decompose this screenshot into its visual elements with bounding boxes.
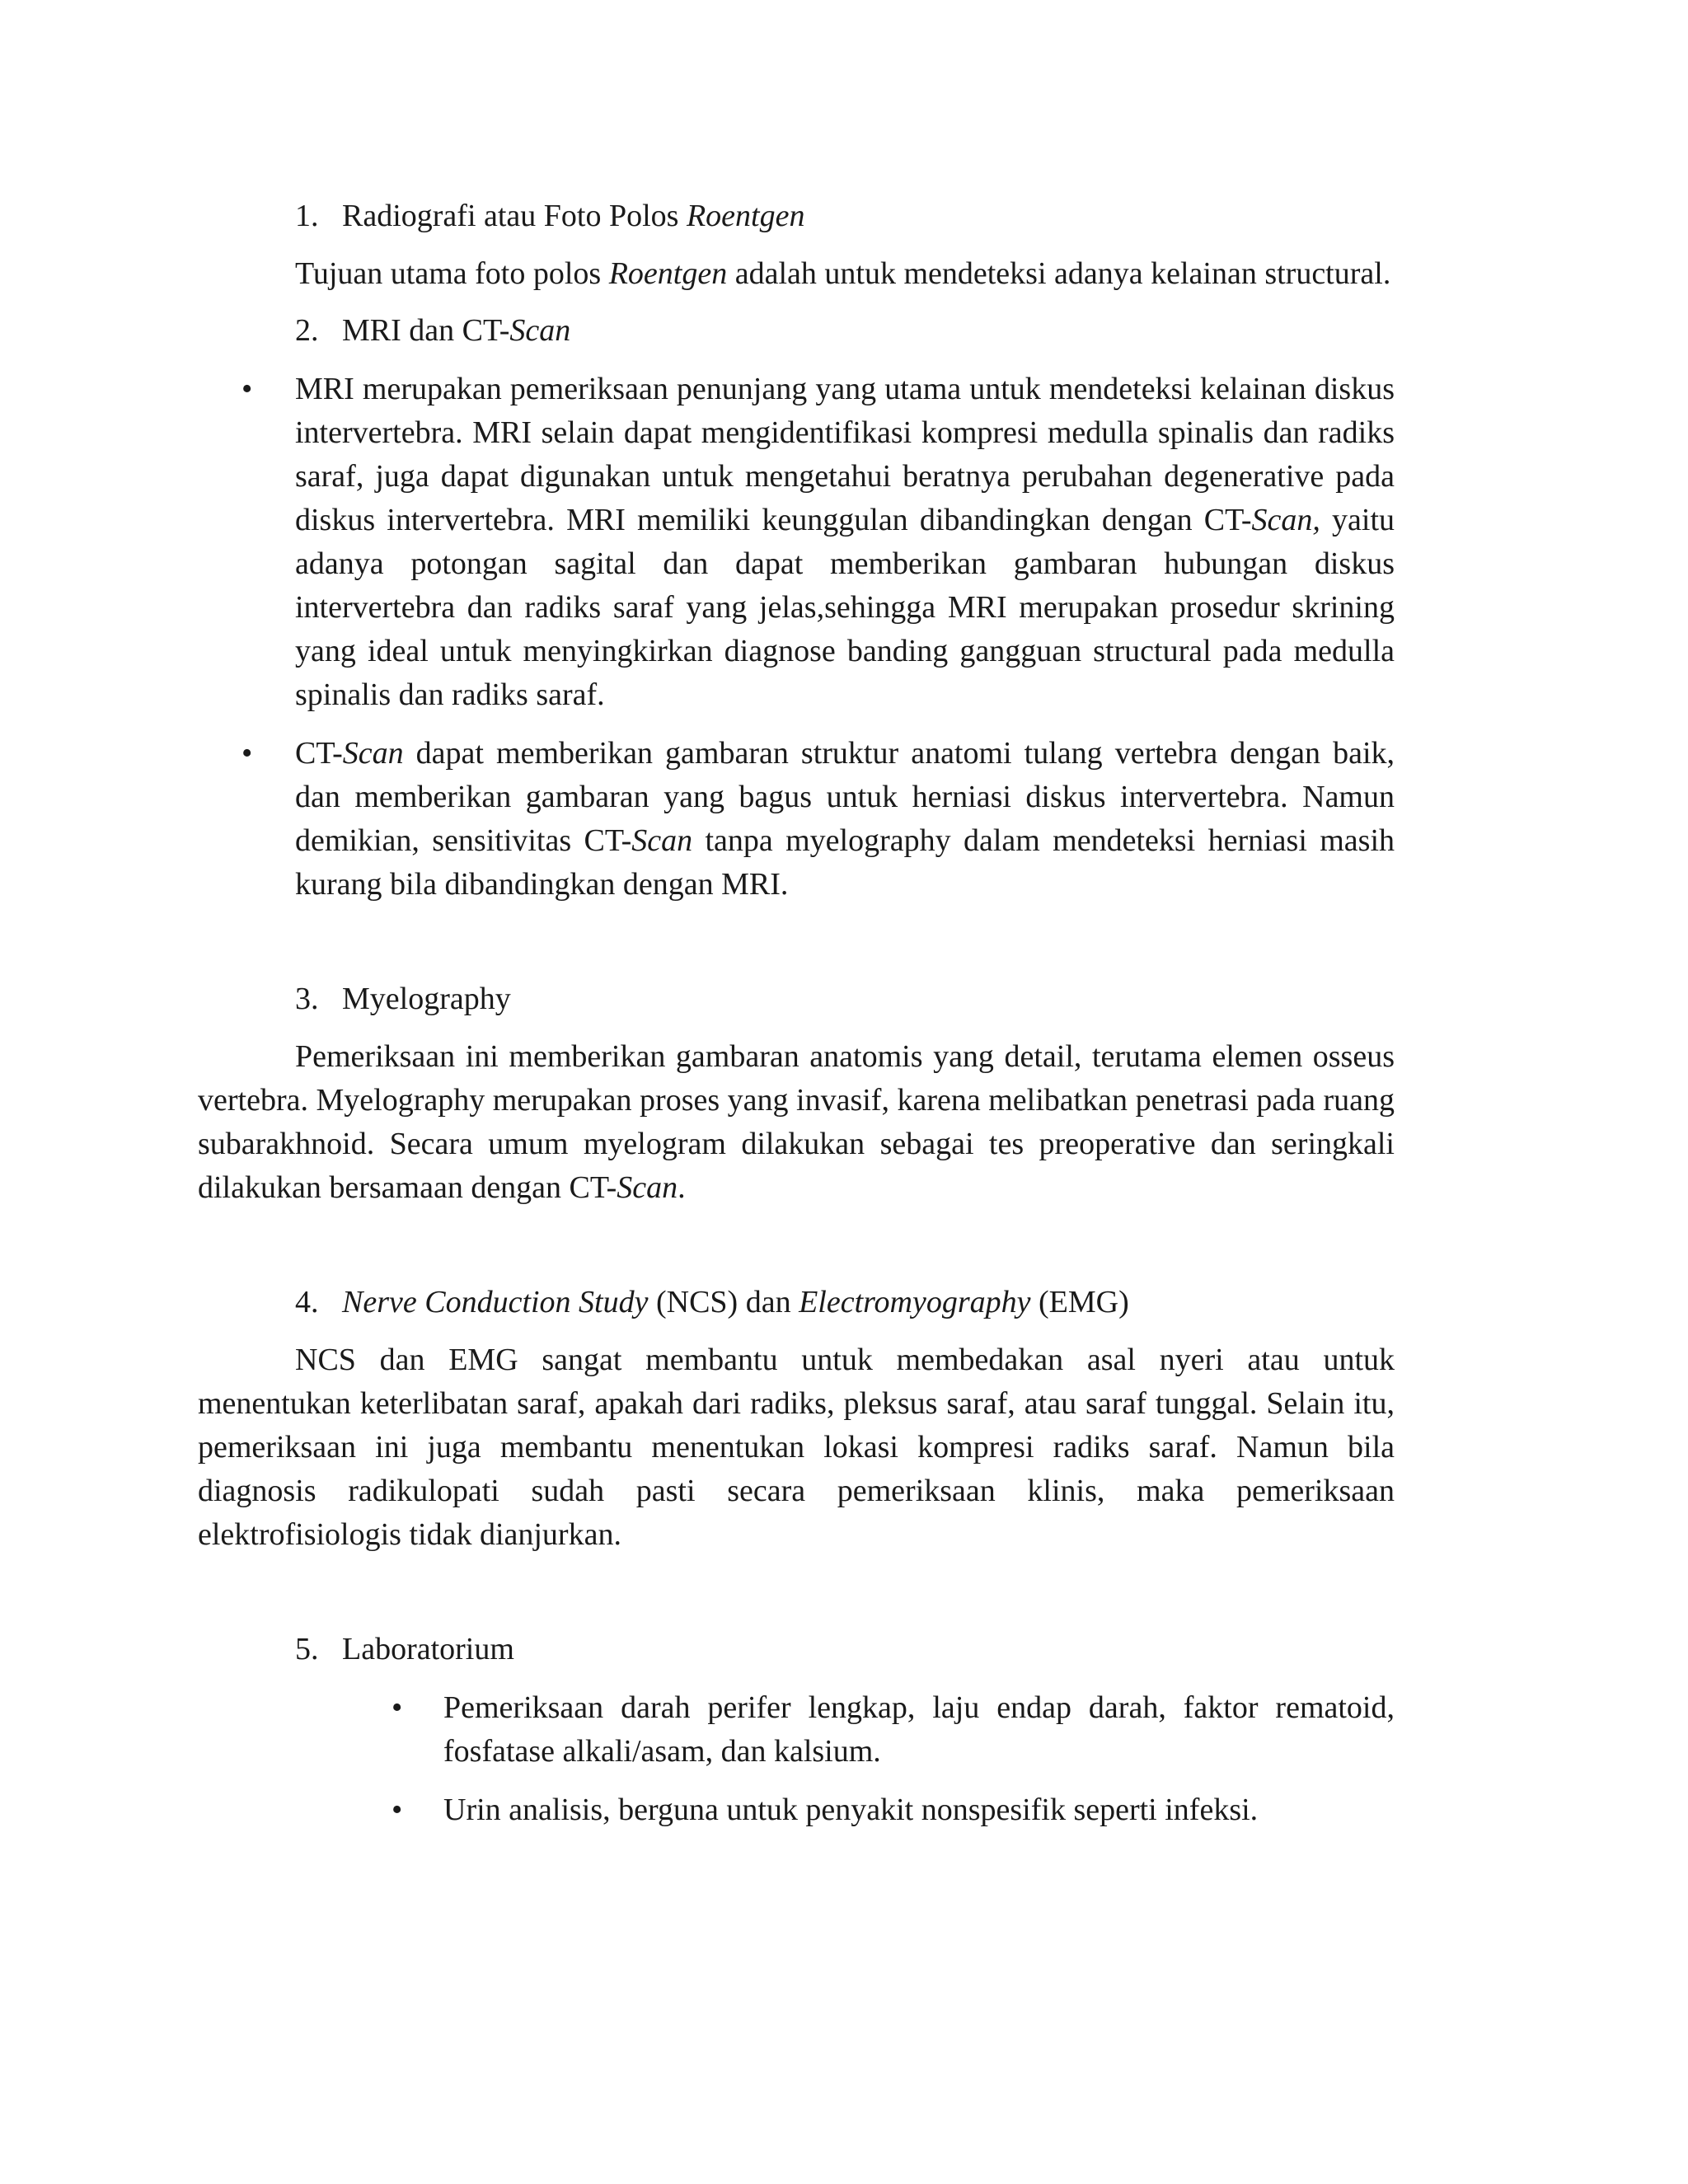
text-run: NCS dan EMG sangat membantu untuk membedakan asal nyeri atau untuk menentukan keterlibatan saraf, apakah dari radiks, pleksus saraf, atau saraf tunggal. Selain itu, pemeriksaan ini juga membantu menentukan lokasi kompresi radiks saraf. Namun bila diagnosis radikulopati sudah pasti secara pemeriksaan klinis, maka pemeriksaan elektrofisiologis tidak dianjurkan. — [198, 1343, 1395, 1552]
text-run: Pemeriksaan ini memberikan gambaran anatomis yang detail, terutama elemen osseus vertebra. Myelography merupakan proses yang invasif, karena melibatkan penetrasi pada ruang subarakhnoid. Secara umum myelogram dilakukan sebagai tes preoperative dan seringkali dilakukan bersamaan dengan CT- — [198, 1039, 1395, 1205]
italic-run: Scan, — [1251, 503, 1320, 537]
bullet-icon: • — [392, 1793, 403, 1827]
heading-text: Myelography — [342, 982, 511, 1016]
section-number: 5. — [295, 1632, 319, 1666]
section-2-heading — [198, 309, 1395, 353]
italic-run: Scan — [617, 1170, 678, 1205]
document-page — [198, 194, 1395, 1832]
heading-italic: Electromyography — [799, 1285, 1031, 1319]
section-number: 4. — [295, 1285, 319, 1319]
section-2-bullet-list — [198, 368, 1395, 907]
list-item — [198, 1788, 1395, 1832]
italic-run: Scan — [631, 823, 693, 858]
heading-text: MRI dan CT- — [342, 313, 510, 348]
section-4-heading — [198, 1281, 1395, 1324]
bullet-icon: • — [392, 1690, 403, 1725]
heading-italic: Scan — [509, 313, 571, 348]
section-3-heading — [198, 977, 1395, 1021]
section-4-paragraph — [198, 1338, 1395, 1557]
section-number: 1. — [295, 199, 319, 233]
section-1-paragraph — [198, 252, 1395, 296]
text-run: . — [678, 1170, 686, 1205]
section-5-heading — [198, 1628, 1395, 1671]
italic-run: Roentgen — [608, 256, 728, 291]
heading-text: (EMG) — [1030, 1285, 1129, 1319]
heading-text: Laboratorium — [342, 1632, 514, 1666]
text-run: yaitu adanya potongan sagital dan dapat memberikan gambaran hubungan diskus intervertebra dan radiks saraf yang jelas,sehingga MRI merupakan prosedur skrining yang ideal untuk menyingkirkan diagnose banding gangguan structural pada medulla spinalis dan radiks saraf. — [295, 503, 1395, 712]
italic-run: Scan — [342, 736, 404, 771]
list-item — [198, 732, 1395, 907]
heading-text: Radiografi atau Foto Polos — [342, 199, 687, 233]
text-run: CT- — [295, 736, 343, 771]
text-run: Tujuan utama foto polos — [295, 256, 609, 291]
section-number: 2. — [295, 313, 319, 348]
heading-italic: Nerve Conduction Study — [342, 1285, 649, 1319]
list-item — [198, 368, 1395, 717]
bullet-icon: • — [241, 736, 253, 771]
section-1-heading — [198, 194, 1395, 238]
list-item — [198, 1686, 1395, 1774]
section-5-bullet-list — [198, 1686, 1395, 1832]
bullet-icon: • — [241, 372, 253, 406]
text-run: dapat memberikan gambaran struktur anatomi tulang vertebra dengan baik, dan memberikan gambaran yang bagus untuk herniasi diskus intervertebra. Namun demikian, sensitivitas CT- — [295, 736, 1395, 858]
heading-italic: Roentgen — [686, 199, 805, 233]
text-run: adalah untuk mendeteksi adanya kelainan structural. — [727, 256, 1391, 291]
section-number: 3. — [295, 982, 319, 1016]
section-3-paragraph — [198, 1035, 1395, 1210]
text-run: tanpa myelography dalam mendeteksi herniasi masih kurang bila dibandingkan dengan MRI. — [295, 823, 1395, 902]
text-run: Pemeriksaan darah perifer lengkap, laju endap darah, faktor rematoid, fosfatase alkali/asam, dan kalsium. — [443, 1690, 1395, 1769]
text-run: MRI merupakan pemeriksaan penunjang yang utama untuk mendeteksi kelainan diskus intervertebra. MRI selain dapat mengidentifikasi kompresi medulla spinalis dan radiks saraf, juga dapat digunakan untuk mengetahui beratnya perubahan degenerative pada diskus intervertebra. MRI memiliki keunggulan dibandingkan dengan CT- — [295, 372, 1395, 537]
text-run: Urin analisis, berguna untuk penyakit nonspesifik seperti infeksi. — [443, 1793, 1259, 1827]
heading-text: (NCS) dan — [648, 1285, 799, 1319]
